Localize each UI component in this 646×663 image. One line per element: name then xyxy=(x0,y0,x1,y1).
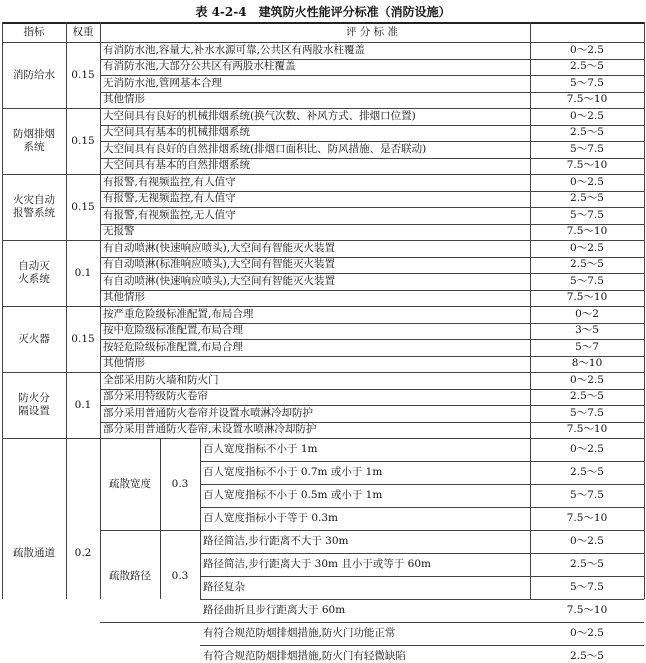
indicator-name: 火灾自动 报警系统 xyxy=(13,194,55,219)
criteria-score: 7.5～10 xyxy=(566,225,608,238)
criteria-score: 7.5～10 xyxy=(566,159,608,172)
criteria-score: 5～7.5 xyxy=(570,208,604,221)
criteria-text: 部分采用特级防火卷帘 xyxy=(103,390,208,403)
criteria-score: 0～2.5 xyxy=(570,443,604,455)
sub-indicator-name: 疏散路径 xyxy=(109,569,151,582)
criteria-text: 百人宽度指标不小于 0.7m 或小于 1m xyxy=(203,466,383,478)
indicator-weight: 0.15 xyxy=(71,200,95,213)
criteria-text: 部分采用普通防火卷帘并设置水喷淋冷却防护 xyxy=(103,406,313,419)
criteria-text: 无报警 xyxy=(103,225,135,238)
criteria-text: 有消防水池,大部分公共区有两股水柱覆盖 xyxy=(103,60,296,73)
row-divider xyxy=(200,576,644,577)
criteria-score: 5～7.5 xyxy=(570,76,604,89)
criteria-text: 有符合规范防烟排烟措施,防火门功能正常 xyxy=(203,627,396,639)
criteria-text: 有报警,有视频监控,有人值守 xyxy=(103,175,236,188)
criteria-score: 0～2.5 xyxy=(570,175,604,188)
criteria-score: 5～7.5 xyxy=(570,581,604,593)
criteria-text: 全部采用防火墙和防火门 xyxy=(103,373,219,386)
criteria-score: 5～7.5 xyxy=(570,142,604,155)
header-criteria: 评 分 标 准 xyxy=(345,25,398,38)
criteria-text: 其他情形 xyxy=(103,291,145,304)
column-divider xyxy=(2,22,3,599)
criteria-score: 7.5～10 xyxy=(566,423,608,436)
table-title: 表 4-2-4 建筑防火性能评分标准（消防设施） xyxy=(195,5,451,19)
criteria-text: 有报警,有视频监控,无人值守 xyxy=(103,208,236,221)
criteria-score: 0～2 xyxy=(575,307,599,320)
criteria-score: 2.5～5 xyxy=(570,126,604,139)
column-divider xyxy=(644,22,645,599)
row-divider xyxy=(200,645,644,646)
criteria-score: 5～7.5 xyxy=(570,406,604,419)
row-divider xyxy=(200,553,644,554)
column-divider xyxy=(66,22,67,599)
criteria-score: 3～5 xyxy=(575,324,599,337)
indicator-weight: 0.15 xyxy=(71,68,95,81)
sub-indicator-weight: 0.3 xyxy=(171,569,189,582)
criteria-score: 2.5～5 xyxy=(570,558,604,570)
indicator-weight: 0.15 xyxy=(71,134,95,147)
criteria-score: 7.5～10 xyxy=(566,291,608,304)
criteria-text: 按严重危险级标准配置,布局合理 xyxy=(103,307,254,320)
criteria-text: 有自动喷淋(快速响应喷头),大空间有智能灭火装置 xyxy=(103,241,336,254)
sub-column-divider xyxy=(200,438,201,599)
criteria-score: 0～2.5 xyxy=(570,535,604,547)
criteria-text: 其他情形 xyxy=(103,93,145,106)
criteria-score: 7.5～10 xyxy=(566,93,608,106)
criteria-text: 其他情形 xyxy=(103,357,145,370)
criteria-score: 0～2.5 xyxy=(570,109,604,122)
criteria-text: 有符合规范防烟排烟措施,防火门有轻微缺陷 xyxy=(203,650,406,662)
criteria-text: 大空间具有基本的机械排烟系统 xyxy=(103,126,250,139)
criteria-text: 有自动喷淋(快速响应喷头),大空间有智能灭火装置 xyxy=(103,274,336,287)
indicator-weight: 0.1 xyxy=(74,398,92,411)
criteria-text: 路径简洁,步行距离不大于 30m xyxy=(203,535,349,547)
sub-indicator-weight: 0.3 xyxy=(171,477,189,490)
indicator-name: 疏散通道 xyxy=(13,546,55,559)
criteria-text: 大空间具有良好的自然排烟系统(排烟口面积比、防风措施、是否联动) xyxy=(103,142,427,155)
criteria-score: 7.5～10 xyxy=(566,604,608,616)
criteria-text: 路径曲折且步行距离大于 60m xyxy=(203,604,346,616)
column-divider xyxy=(530,22,531,599)
criteria-score: 2.5～5 xyxy=(570,466,604,478)
criteria-score: 2.5～5 xyxy=(570,60,604,73)
criteria-text: 部分采用普通防火卷帘,未设置水喷淋冷却防护 xyxy=(103,423,317,436)
row-divider xyxy=(200,484,644,485)
criteria-score: 5～7.5 xyxy=(570,489,604,501)
header-weight: 权重 xyxy=(72,25,94,38)
indicator-name: 消防给水 xyxy=(13,68,55,81)
criteria-text: 百人宽度指标小于等于 0.3m xyxy=(203,512,338,524)
table-top-border xyxy=(2,22,644,24)
section-divider xyxy=(2,438,644,439)
fire-rating-table xyxy=(0,22,646,662)
criteria-text: 按中危险级标准配置,布局合理 xyxy=(103,324,243,337)
criteria-score: 8～10 xyxy=(571,357,603,370)
criteria-score: 2.5～5 xyxy=(570,650,604,662)
criteria-score: 0～2.5 xyxy=(570,241,604,254)
criteria-text: 按轻危险级标准配置,布局合理 xyxy=(103,340,243,353)
criteria-score: 0～2.5 xyxy=(570,43,604,56)
sub-divider xyxy=(100,622,644,623)
criteria-score: 5～7 xyxy=(575,340,599,353)
criteria-score: 2.5～5 xyxy=(570,258,604,271)
indicator-name: 灭火器 xyxy=(18,332,50,345)
criteria-text: 路径简洁,步行距离大于 30m 且小于或等于 60m xyxy=(203,558,431,570)
sub-column-divider xyxy=(160,438,161,599)
row-divider xyxy=(200,599,644,600)
criteria-score: 5～7.5 xyxy=(570,274,604,287)
criteria-score: 2.5～5 xyxy=(570,192,604,205)
indicator-name: 自动灭 火系统 xyxy=(18,260,50,285)
row-divider xyxy=(200,507,644,508)
criteria-text: 百人宽度指标不小于 0.5m 或小于 1m xyxy=(203,489,383,501)
indicator-weight: 0.1 xyxy=(74,266,92,279)
criteria-score: 0～2.5 xyxy=(570,373,604,386)
indicator-name: 防烟排烟 系统 xyxy=(13,128,55,153)
criteria-text: 有报警,无视频监控,有人值守 xyxy=(103,192,236,205)
indicator-name: 防火分 隔设置 xyxy=(18,392,50,417)
criteria-text: 有消防水池,容量大,补水水源可靠,公共区有两股水柱覆盖 xyxy=(103,43,366,56)
sub-divider xyxy=(100,530,644,531)
criteria-text: 百人宽度指标不小于 1m xyxy=(203,443,318,455)
criteria-score: 0～2.5 xyxy=(570,627,604,639)
criteria-text: 大空间具有基本的自然排烟系统 xyxy=(103,159,250,172)
sub-indicator-name: 疏散宽度 xyxy=(109,477,151,490)
criteria-score: 2.5～5 xyxy=(570,390,604,403)
indicator-weight: 0.2 xyxy=(74,546,92,559)
criteria-text: 无消防水池,管网基本合理 xyxy=(103,76,222,89)
criteria-text: 有自动喷淋(标准响应喷头),大空间有智能灭火装置 xyxy=(103,258,336,271)
criteria-score: 7.5～10 xyxy=(566,512,608,524)
criteria-text: 路径复杂 xyxy=(203,581,245,593)
indicator-weight: 0.15 xyxy=(71,332,95,345)
row-divider xyxy=(200,461,644,462)
header-indicator: 指标 xyxy=(23,25,45,38)
column-divider xyxy=(100,22,101,599)
criteria-text: 大空间具有良好的机械排烟系统(换气次数、补风方式、排烟口位置) xyxy=(103,109,416,122)
